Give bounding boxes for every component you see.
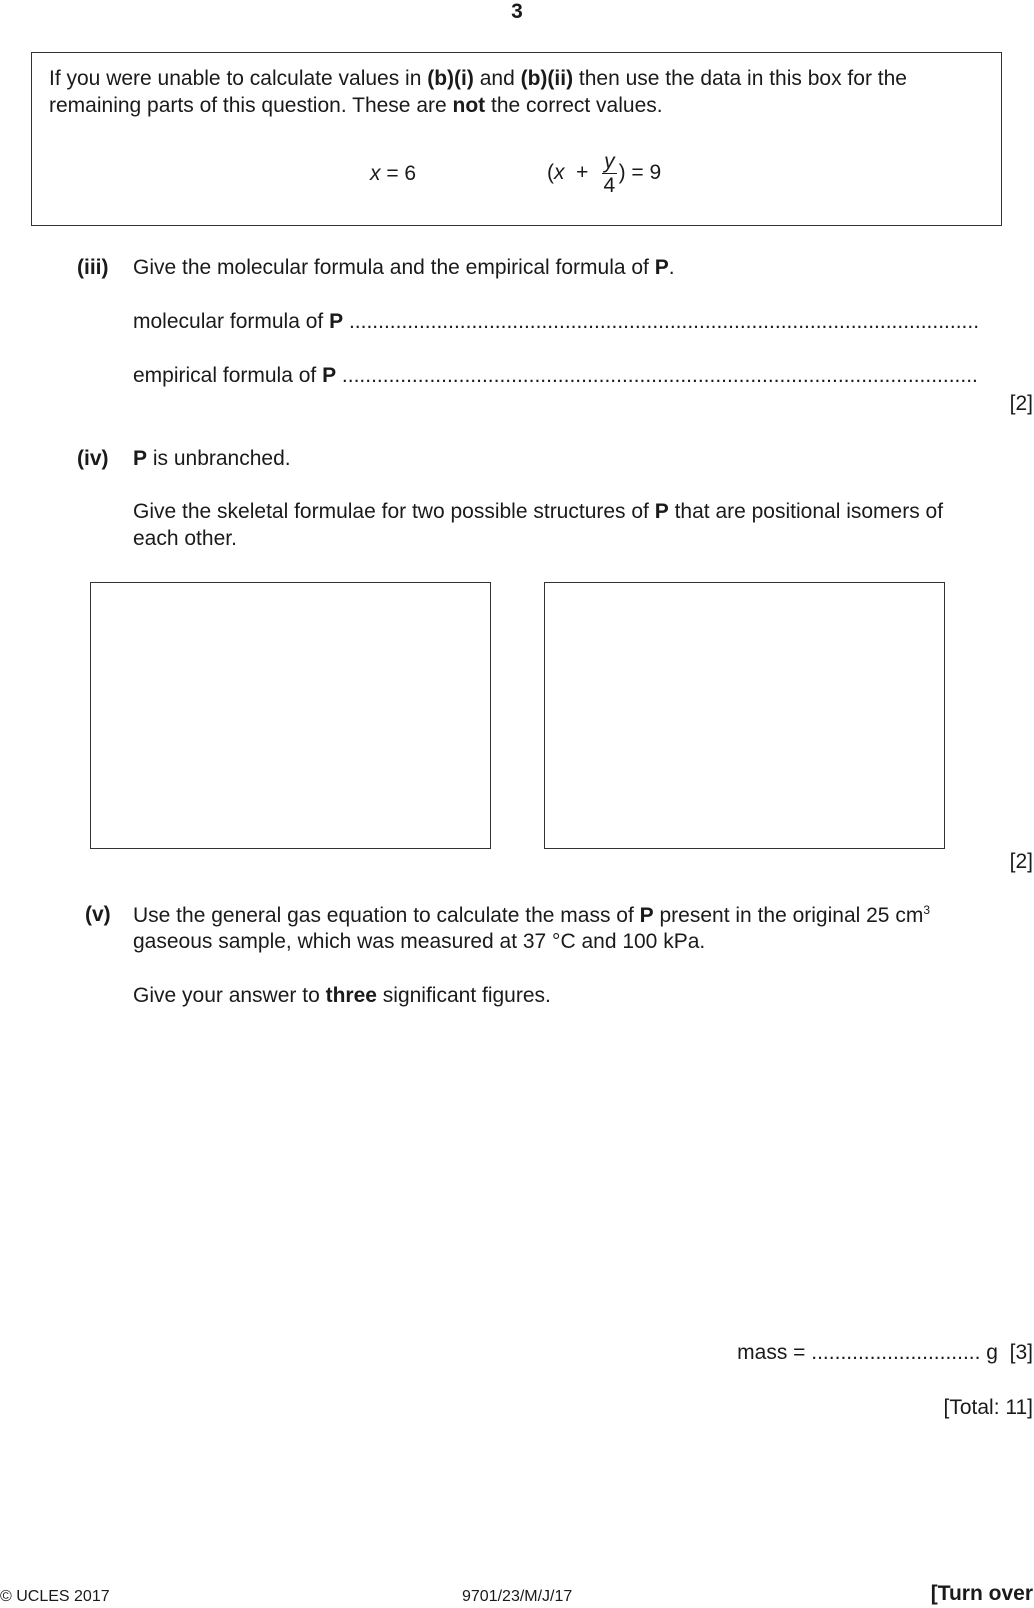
- question-label-v: (v): [85, 903, 111, 926]
- question-v-line-2: gaseous sample, which was measured at 37 °C and 100 kPa.: [133, 930, 706, 953]
- equation-x-plus-y-over-4: ( x + $\frac{y}{4}$ ) = 9: [547, 149, 662, 197]
- question-label-iv: (iv): [77, 447, 109, 470]
- question-v-line-1: Use the general gas equation to calculate the mass of P present in the original 25 $cm^3$: [133, 903, 931, 927]
- question-iii-text: Give the molecular formula and the empirical formula of P.: [133, 256, 675, 279]
- question-v-line-3: Give your answer to three significant figures.: [133, 984, 551, 1007]
- info-box-line-2: remaining parts of this question. These are not the correct values.: [49, 94, 663, 117]
- not-emphasis: not: [452, 94, 486, 117]
- turn-over: [Turn over: [930, 1582, 1033, 1605]
- marks-iv: [2]: [1009, 850, 1033, 873]
- empirical-formula-answer-line[interactable]: empirical formula of P .............................................................................................................: [133, 364, 978, 387]
- equation-x: x = 6: [370, 162, 417, 185]
- skeletal-formula-box-1[interactable]: [90, 582, 491, 849]
- copyright: © UCLES 2017: [0, 1588, 110, 1605]
- ref-b-i: (b)(i): [427, 67, 474, 90]
- question-iv-line-2: Give the skeletal formulae for two possible structures of P that are positional isomers of: [133, 500, 944, 523]
- fraction-y-over-4: $\frac{y}{4}$: [603, 149, 616, 197]
- question-label-iii: (iii): [77, 256, 109, 279]
- marks-iii: [2]: [1009, 392, 1033, 415]
- question-iv-line-1: P is unbranched.: [133, 447, 291, 470]
- mass-answer-line[interactable]: mass = ............................. g [3]: [737, 1341, 1033, 1364]
- paper-code: 9701/23/M/J/17: [462, 1588, 573, 1605]
- molecular-formula-answer-line[interactable]: molecular formula of P ............................................................................................................: [133, 310, 980, 333]
- page-number: 3: [511, 0, 523, 23]
- question-iv-line-3: each other.: [133, 527, 237, 550]
- info-box-line-1: If you were unable to calculate values in (b)(i) and (b)(ii) then use the data in this box for the: [49, 67, 907, 90]
- ref-b-ii: (b)(ii): [520, 67, 574, 90]
- total-marks: [Total: 11]: [943, 1396, 1033, 1419]
- skeletal-formula-box-2[interactable]: [544, 582, 945, 849]
